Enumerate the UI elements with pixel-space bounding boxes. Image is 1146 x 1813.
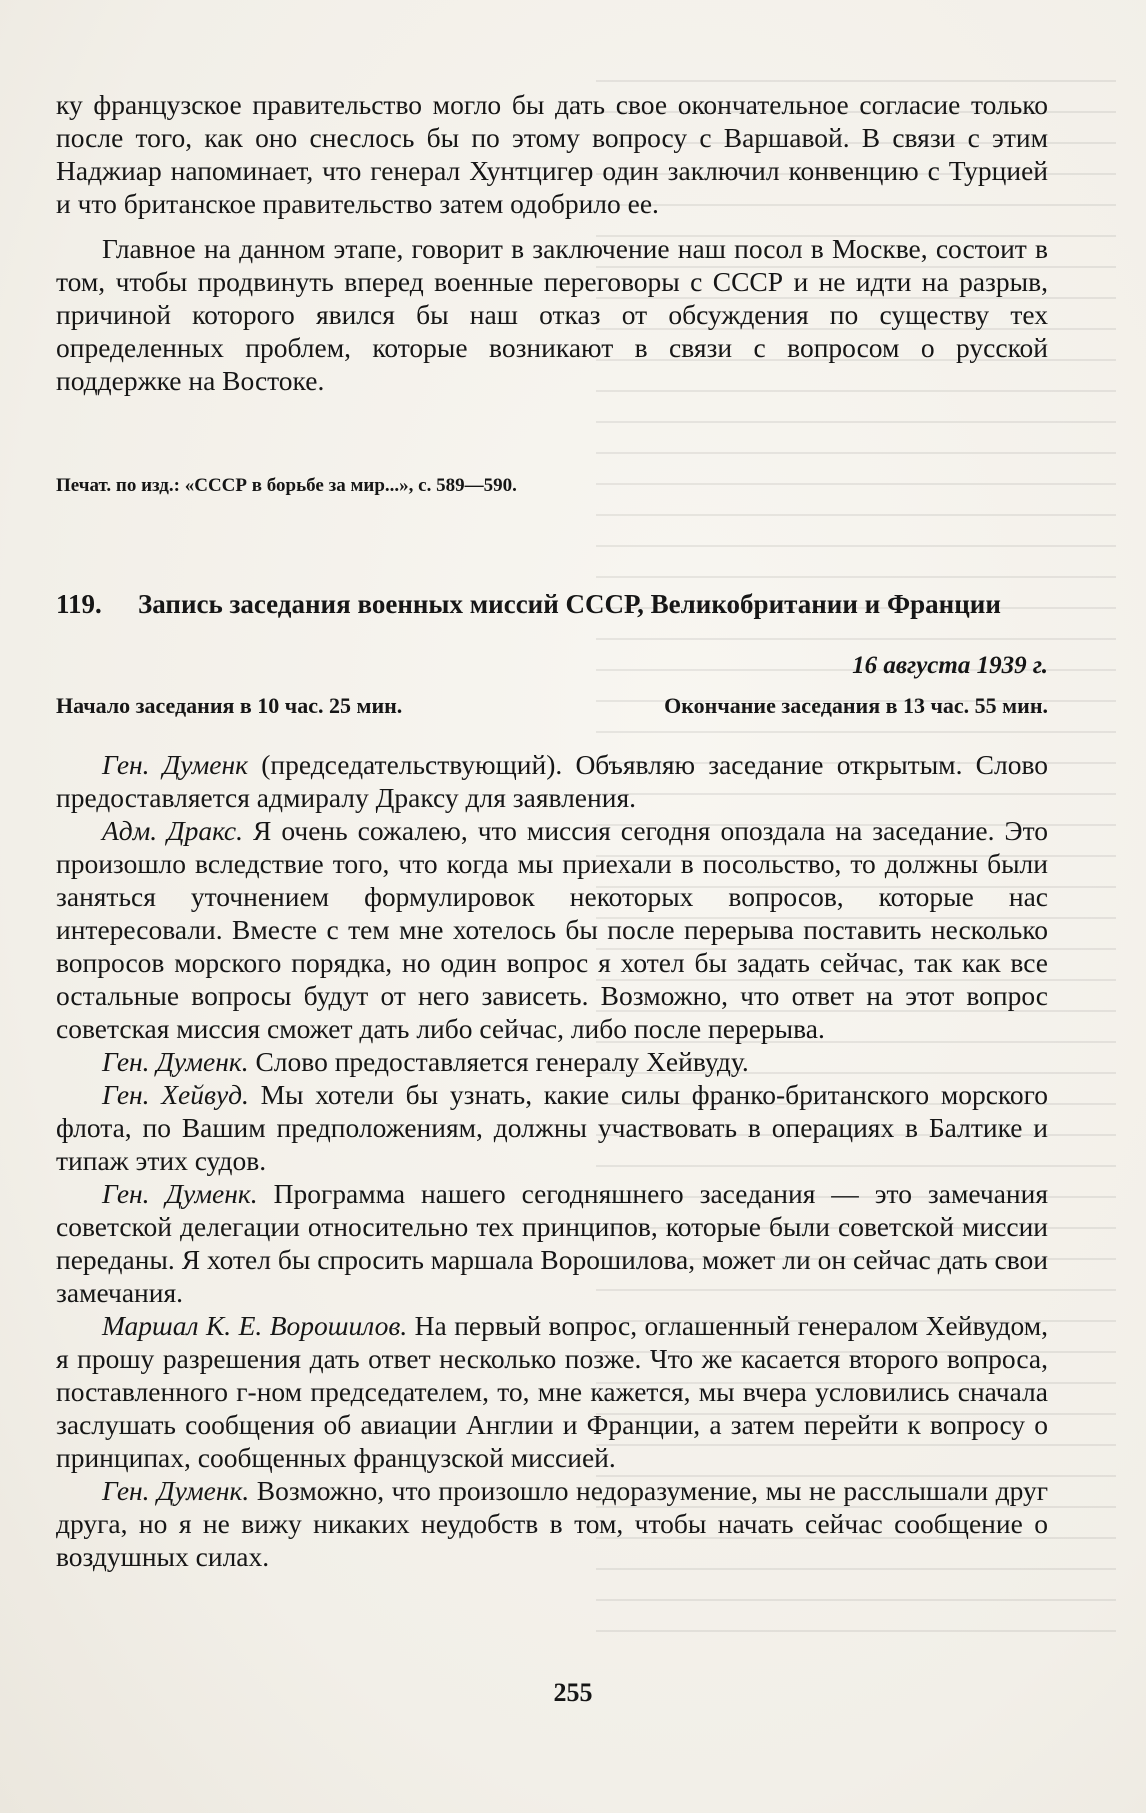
transcript-paragraph	[56, 1078, 1048, 1177]
transcript-paragraph	[56, 1309, 1048, 1474]
transcript	[56, 748, 1048, 1573]
intro-paragraph-2: Главное на данном этапе, говорит в заключение наш посол в Москве, состоит в том, чтобы продвинуть вперед военные переговоры с СССР и не идти на разрыв, причиной которого явился бы наш отказ от обсуждения по существу тех определенных проблем, которые возникают в связи с вопросом о русской поддержке на Востоке.	[56, 233, 1048, 396]
speech-text: (председательствующий). Объявляю заседание открытым. Слово предоставляется адмиралу Драксу для заявления.	[56, 749, 1049, 813]
document-date: 16 августа 1939 г.	[852, 652, 1048, 679]
intro-paragraph-1: ку французское правительство могло бы дать свое окончательное согласие только после того, как оно снеслось бы по этому вопросу с Варшавой. В связи с этим Наджиар напоминает, что генерал Хунтцигер один заключил конвенцию с Турцией и что британское правительство затем одобрило ее.	[56, 89, 1048, 219]
document-title	[56, 588, 1048, 621]
speaker-name: Ген. Думенк.	[102, 1178, 258, 1209]
source-note-block	[56, 474, 1048, 498]
page-number: 255	[553, 1678, 593, 1707]
speech-text: Мы хотели бы узнать, какие силы франко-британского морского флота, по Вашим предположениям, должны участвовать в операциях в Балтике и типаж этих судов.	[56, 1079, 1048, 1176]
session-end: Окончание заседания в 13 час. 55 мин.	[664, 693, 1048, 718]
speaker-name: Адм. Дракс.	[102, 815, 244, 846]
speaker-name: Ген. Думенк.	[102, 1046, 249, 1077]
speaker-name: Ген. Думенк.	[102, 1475, 250, 1506]
transcript-paragraph	[56, 748, 1048, 814]
transcript-paragraph	[56, 1045, 1048, 1078]
speaker-name: Ген. Хейвуд.	[102, 1079, 249, 1110]
speech-text: Слово предоставляется генералу Хейвуду.	[248, 1046, 749, 1077]
document-header	[56, 588, 1048, 621]
intro-block	[56, 88, 1048, 397]
session-times	[56, 693, 1048, 719]
source-note: Печат. по изд.: «СССР в борьбе за мир...», с. 589—590.	[56, 475, 517, 496]
transcript-paragraph	[56, 1474, 1048, 1573]
speech-text: На первый вопрос, оглашенный генералом Хейвудом, я прошу разрешения дать ответ несколько позже. Что же касается второго вопроса, поставленного г-ном председателем, то, мне кажется, мы вчера условились сначала заслушать сообщения об авиации Англии и Франции, а затем перейти к вопросу о принципах, сообщенных французской миссией.	[56, 1310, 1048, 1473]
transcript-paragraph	[56, 814, 1048, 1045]
document-number: 119.	[56, 589, 102, 619]
transcript-paragraph	[56, 1177, 1048, 1309]
speech-text: Я очень сожалею, что миссия сегодня опоздала на заседание. Это произошло вследствие того, что когда мы приехали в посольство, то должны были заняться уточнением формулировок некоторых вопросов, которые нас интересовали. Вместе с тем мне хотелось бы после перерыва поставить несколько вопросов морского порядка, но один вопрос я хотел бы задать сейчас, так как все остальные вопросы будут от него зависеть. Возможно, что ответ на этот вопрос советская миссия сможет дать либо сейчас, либо после перерыва.	[56, 815, 1048, 1044]
speech-text: Программа нашего сегодняшнего заседания — это замечания советской делегации относительно тех принципов, которые были советской миссии переданы. Я хотел бы спросить маршала Ворошилова, может ли он сейчас дать свои замечания.	[56, 1178, 1049, 1308]
session-start: Начало заседания в 10 час. 25 мин.	[56, 693, 403, 718]
date-block	[56, 652, 1048, 680]
speaker-name: Маршал К. Е. Ворошилов.	[102, 1310, 408, 1341]
speaker-name: Ген. Думенк	[102, 749, 249, 780]
document-title-text: Запись заседания военных миссий СССР, Великобритании и Франции	[138, 589, 1001, 619]
speech-text: Возможно, что произошло недоразумение, мы не расслышали друг друга, но я не вижу никаких неудобств в том, чтобы начать сейчас сообщение о воздушных силах.	[56, 1475, 1048, 1572]
